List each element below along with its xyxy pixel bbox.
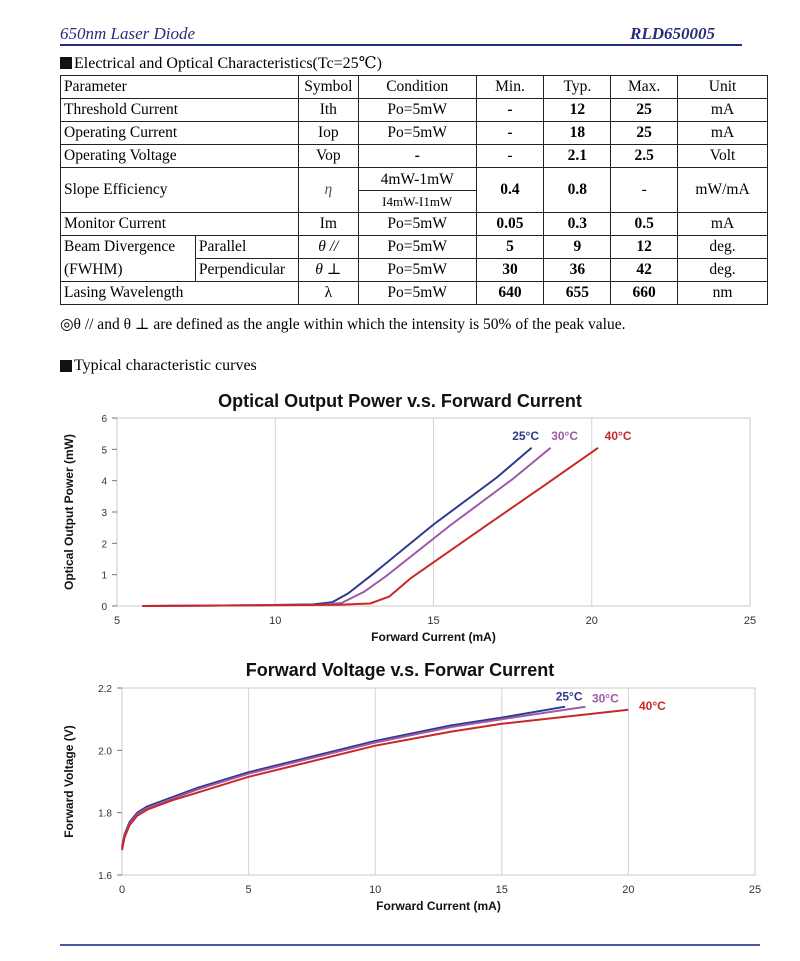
table-row [61,122,768,145]
table-row [61,145,768,168]
typ-cell: 18 [544,122,611,145]
max-cell: - [611,168,678,213]
chart2-x-tick-label: 5 [245,884,252,896]
chart1-x-axis-label: Forward Current (mA) [371,630,496,644]
max-cell: 0.5 [611,213,678,236]
chart1-y-tick-label: 3 [101,508,107,519]
typ-cell: 36 [544,259,611,282]
typ-cell: 0.8 [544,168,611,213]
min-cell: 0.05 [476,213,544,236]
chart2-x-axis-label: Forward Current (mA) [376,899,501,913]
unit-cell: nm [678,282,768,305]
condition-cell: Po=5mW [358,282,476,305]
chart1-legend-label-1: 30°C [551,428,579,443]
header-typ: Typ. [544,76,611,99]
max-cell: 2.5 [611,145,678,168]
chart1-legend-label-2: 40°C [604,428,632,443]
condition-cell: - [358,145,476,168]
unit-cell: mA [678,213,768,236]
header-condition: Condition [358,76,476,99]
divergence-footnote: ◎θ // and θ ⊥ are defined as the angle within which the intensity is 50% of the peak value. [60,316,626,333]
max-cell: 25 [611,99,678,122]
typ-cell: 2.1 [544,145,611,168]
spec-table [60,75,768,305]
section-electrical-label: Electrical and Optical Characteristics(Tc=25℃) [74,55,382,72]
typ-cell: 12 [544,99,611,122]
condition-cell: Po=5mW [358,236,476,259]
sub-param-cell: Perpendicular [195,259,298,282]
condition-cell: Po=5mW [358,122,476,145]
min-cell: 30 [476,259,544,282]
min-cell: - [476,145,544,168]
chart2-y-tick-label: 2.2 [98,684,112,695]
typ-cell: 655 [544,282,611,305]
chart2-legend-label-1: 30°C [591,691,619,706]
chart2-legend-label-0: 25°C [555,689,583,704]
min-cell: 0.4 [476,168,544,213]
param-cell: Monitor Current [61,213,299,236]
param-cell: Operating Current [61,122,299,145]
typ-cell: 9 [544,236,611,259]
header-max: Max. [611,76,678,99]
chart1-x-tick-label: 5 [113,615,121,627]
chart2-y-tick-label: 1.8 [98,808,112,820]
unit-cell: mA [678,99,768,122]
chart1-y-axis-label: Optical Output Power (mW) [62,434,76,590]
footer-rule [60,944,760,946]
table-row [61,236,768,259]
min-cell: - [476,122,544,145]
symbol-cell: Im [298,213,358,236]
section-curves-heading [60,357,257,375]
header-rule [60,44,742,46]
max-cell: 42 [611,259,678,282]
chart2-x-tick-label: 15 [495,884,508,896]
symbol-cell: λ [298,282,358,305]
chart1-y-tick-label: 1 [101,570,107,582]
chart2-x-tick-label: 20 [622,884,635,896]
model-number: RLD650005 [630,24,715,43]
table-row [61,282,768,305]
max-cell: 25 [611,122,678,145]
symbol-cell: θ // [298,236,358,259]
param-cell: Slope Efficiency [61,168,299,213]
unit-cell: deg. [678,236,768,259]
chart1-title: Optical Output Power v.s. Forward Current [218,391,582,411]
section-curves-label: Typical characteristic curves [74,357,257,374]
table-header-row [61,76,768,99]
chart1-legend-label-0: 25°C [512,428,540,443]
condition-cell [358,168,476,213]
condition-cell: Po=5mW [358,213,476,236]
square-bullet-icon [60,57,72,69]
min-cell: 640 [476,282,544,305]
table-row [61,213,768,236]
chart2-x-tick-label: 0 [118,884,126,896]
typ-cell: 0.3 [544,213,611,236]
chart2-x-tick-label: 25 [748,884,762,896]
chart2-y-tick-label: 1.6 [98,871,112,882]
chart1-y-tick-label: 4 [101,476,107,488]
symbol-cell: Vop [298,145,358,168]
product-name: 650nm Laser Diode [60,24,196,43]
param-cell: (FWHM) [61,259,196,282]
forward-voltage-chart [0,680,800,930]
square-bullet-icon [60,360,72,372]
header-unit: Unit [678,76,768,99]
param-cell: Operating Voltage [61,145,299,168]
header-symbol: Symbol [298,76,358,99]
condition-bottom: I4mW-I1mW [382,193,453,209]
chart2-y-tick-label: 2.0 [98,746,112,758]
sub-param-cell: Parallel [195,236,298,259]
table-row [61,99,768,122]
unit-cell: Volt [678,145,768,168]
min-cell: 5 [476,236,544,259]
chart1-y-tick-label: 5 [101,445,107,457]
chart1-x-tick-label: 20 [585,615,598,627]
max-cell: 660 [611,282,678,305]
unit-cell: mA [678,122,768,145]
header-parameter: Parameter [61,76,299,99]
condition-cell: Po=5mW [358,259,476,282]
symbol-cell: Iop [298,122,358,145]
chart1-x-tick-label: 10 [269,615,282,627]
chart2-x-tick-label: 10 [369,884,382,896]
unit-cell: mW/mA [678,168,768,213]
section-electrical-heading [60,53,382,73]
param-cell: Threshold Current [61,99,299,122]
max-cell: 12 [611,236,678,259]
symbol-cell: Ith [298,99,358,122]
table-row [61,259,768,282]
chart2-title: Forward Voltage v.s. Forwar Current [245,660,555,680]
min-cell: - [476,99,544,122]
chart1-y-tick-label: 6 [101,414,107,425]
header-min: Min. [476,76,544,99]
chart1-x-tick-label: 15 [427,615,440,627]
optical-power-chart [0,410,800,660]
unit-cell: deg. [678,259,768,282]
condition-cell: Po=5mW [358,99,476,122]
symbol-cell: η [298,168,358,213]
param-cell: Beam Divergence [61,236,196,259]
chart1-y-tick-label: 2 [101,539,107,551]
symbol-cell: θ ⊥ [298,259,358,282]
chart1-y-tick-label: 0 [101,602,107,613]
chart1-x-tick-label: 25 [743,615,757,627]
table-row [61,168,768,213]
chart2-legend-label-2: 40°C [638,698,666,713]
param-cell: Lasing Wavelength [61,282,299,305]
condition-top: 4mW-1mW [359,169,476,191]
chart2-y-axis-label: Forward Voltage (V) [62,725,76,838]
